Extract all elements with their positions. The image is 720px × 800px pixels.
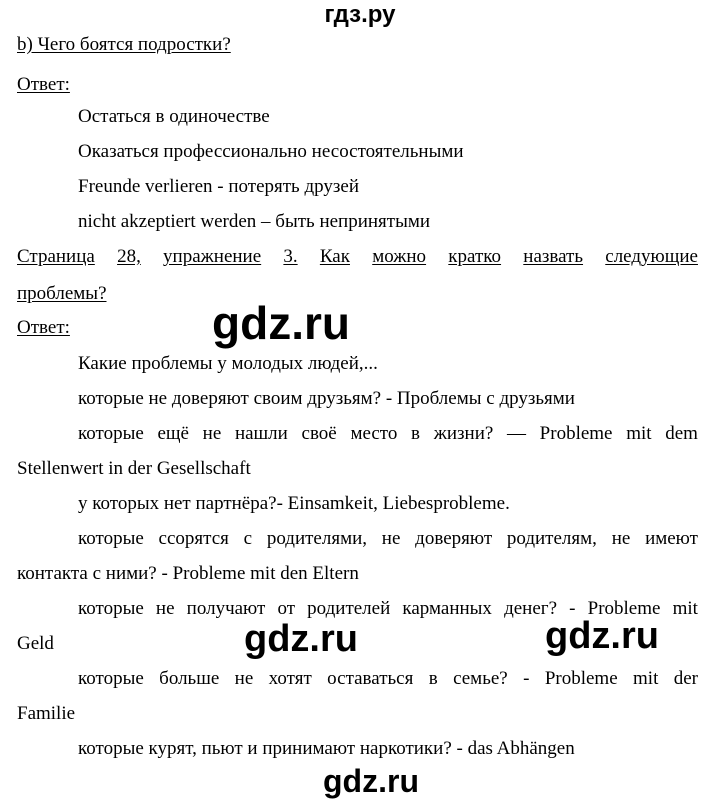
word: больше <box>159 668 220 689</box>
word: оставаться <box>327 668 414 689</box>
word: не <box>234 668 254 689</box>
word: не <box>202 423 222 444</box>
word: можно <box>372 246 427 267</box>
word: ещё <box>157 423 189 444</box>
fear-item-2: Оказаться профессионально несостоятельными <box>78 141 464 162</box>
word: родителей <box>307 598 391 619</box>
word: хотят <box>268 668 312 689</box>
word: Probleme <box>544 668 618 689</box>
answer-line-5b: Geld <box>17 633 54 654</box>
word: родителями, <box>266 528 368 549</box>
word: получают <box>186 598 266 619</box>
word: Probleme <box>539 423 613 444</box>
answer-intro: Какие проблемы у молодых людей,... <box>78 353 378 374</box>
word: своё <box>301 423 337 444</box>
word: не <box>611 528 631 549</box>
word: имеют <box>645 528 698 549</box>
word: упражнение <box>163 246 262 267</box>
fear-item-1: Остаться в одиночестве <box>78 106 270 127</box>
watermark-right: gdz.ru <box>545 615 659 657</box>
word: денег? <box>504 598 558 619</box>
answer-line-6a <box>78 667 698 691</box>
word: доверяют <box>415 528 493 549</box>
word: mit <box>633 668 659 689</box>
word: 3. <box>283 246 298 267</box>
word: - <box>569 598 576 619</box>
word: Страница <box>17 246 95 267</box>
word: не <box>381 528 401 549</box>
word: следующие <box>605 246 698 267</box>
word: в <box>411 423 421 444</box>
word: которые <box>78 528 144 549</box>
word: dem <box>665 423 698 444</box>
answer-line-3: у которых нет партнёра?- Einsamkeit, Liebesprobleme. <box>78 493 510 514</box>
answer-label-b: Ответ: <box>17 74 70 95</box>
exercise-heading-cont: проблемы? <box>17 283 107 304</box>
answer-line-7: которые курят, пьют и принимают наркотики? - das Abhängen <box>78 738 575 759</box>
word: место <box>350 423 398 444</box>
word: которые <box>78 423 144 444</box>
word: жизни? <box>433 423 494 444</box>
answer-label-exercise: Ответ: <box>17 317 70 338</box>
word: которые <box>78 668 144 689</box>
exercise-heading <box>17 245 698 269</box>
word: нашли <box>234 423 288 444</box>
answer-line-2a <box>78 422 698 446</box>
word: не <box>155 598 175 619</box>
answer-line-6b: Familie <box>17 703 76 724</box>
fear-item-3: Freunde verlieren - потерять друзей <box>78 176 359 197</box>
answer-line-4b: контакта с ними? - Probleme mit den Eltern <box>17 563 359 584</box>
site-header-title: гдз.ру <box>324 1 396 28</box>
word: родителям, <box>506 528 597 549</box>
word: которые <box>78 598 144 619</box>
watermark-bottom: gdz.ru <box>323 763 419 799</box>
watermark-left: gdz.ru <box>244 618 358 660</box>
word: mit <box>672 598 698 619</box>
word: - <box>523 668 530 689</box>
word: с <box>243 528 253 549</box>
word: карманных <box>402 598 492 619</box>
word: der <box>673 668 698 689</box>
word: Probleme <box>587 598 661 619</box>
word: семье? <box>453 668 508 689</box>
answer-line-4a <box>78 527 698 551</box>
word: в <box>428 668 438 689</box>
question-b: b) Чего боятся подростки? <box>17 34 231 55</box>
answer-line-1: которые не доверяют своим друзьям? - Проблемы с друзьями <box>78 388 575 409</box>
word: — <box>506 423 526 444</box>
word: Как <box>319 246 350 267</box>
word: ссорятся <box>158 528 229 549</box>
word: mit <box>626 423 652 444</box>
watermark-large: gdz.ru <box>212 297 350 349</box>
word: 28, <box>117 246 141 267</box>
word: назвать <box>523 246 584 267</box>
answer-line-2b: Stellenwert in der Gesellschaft <box>17 458 251 479</box>
fear-item-4: nicht akzeptiert werden – быть непринятыми <box>78 211 431 232</box>
word: от <box>277 598 296 619</box>
word: кратко <box>448 246 502 267</box>
